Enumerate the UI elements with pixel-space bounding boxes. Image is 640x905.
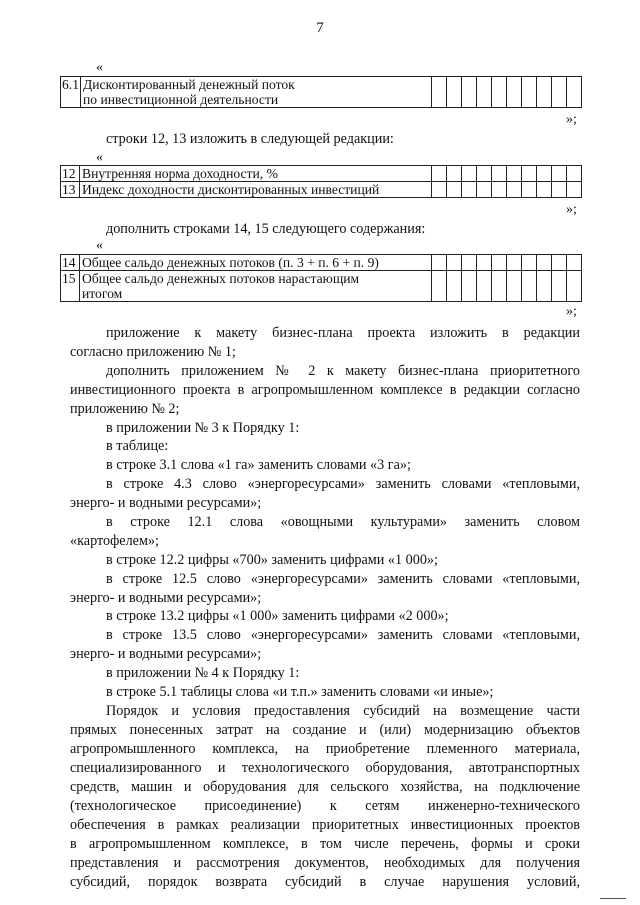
row-text-line-2: по инвестиционной деятельности [81,92,432,108]
close-quote: »; [566,304,577,319]
text-line: энерго- и водными ресурсами»; [70,495,262,511]
table-row [61,182,582,198]
open-quote: « [96,60,103,75]
table-row [61,271,582,302]
page-number: 7 [316,20,324,36]
open-quote: « [96,238,103,253]
text-line: энерго- и водными ресурсами»; [70,646,262,662]
row-number: 14 [61,255,80,271]
open-quote: « [96,150,103,165]
text-line: в приложении № 4 к Порядку 1: [106,665,300,681]
row-number: 12 [61,166,80,182]
text-line: приложению № 2; [70,401,180,417]
text-line: в строке 13.5 слово «энергоресурсами» заменить словами «тепловыми, [106,627,580,643]
row-text-line-2: итогом [82,286,123,301]
row-number: 15 [61,271,80,302]
text-line: в агропромышленном комплексе, в том числе перечень, формы и сроки [70,836,580,852]
text-line: в строке 4.3 слово «энергоресурсами» заменить словами «тепловыми, [106,476,580,492]
text-line: в строке 12.1 слова «овощными культурами» заменить словом [106,514,580,530]
close-quote: »; [566,202,577,217]
close-quote: »; [566,112,577,127]
text-line: в строке 3.1 слова «1 га» заменить словами «3 га»; [106,457,411,473]
table-rows-12-13 [60,165,582,198]
row-text-line-1: Дисконтированный денежный поток [81,77,432,93]
text-line: инвестиционного проекта в агропромышленном комплексе в редакции согласно [70,382,580,398]
instruction-rows-12-13: строки 12, 13 изложить в следующей редакции: [106,131,394,147]
table-row-6-1 [60,76,582,108]
row-text: Внутренняя норма доходности, % [80,166,432,182]
text-line: в строке 5.1 таблицы слова «и т.п.» заменить словами «и иные»; [106,684,494,700]
scan-mark [600,898,626,899]
row-text-line-1: Общее сальдо денежных потоков нарастающим [82,271,360,286]
text-line: субсидий, порядок возврата субсидий в случае нарушения условий, [70,874,580,890]
text-line: в строке 12.2 цифры «700» заменить цифрами «1 000»; [106,552,438,568]
text-line: представления и рассмотрения документов, необходимых для получения [70,855,580,871]
text-line: согласно приложению № 1; [70,344,236,360]
text-line: (технологическое присоединение) к сетям инженерно-технического [70,798,580,814]
text-line: «картофелем»; [70,533,159,549]
text-line: специализированного и технологического оборудования, автотранспортных [70,760,580,776]
text-line: в таблице: [106,438,169,454]
text-line: прямых понесенных затрат на создание и (или) модернизацию объектов [70,722,580,738]
table-row [61,166,582,182]
row-number: 13 [61,182,80,198]
text-line: в строке 13.2 цифры «1 000» заменить цифрами «2 000»; [106,608,449,624]
row-text: Индекс доходности дисконтированных инвестиций [80,182,432,198]
text-line: агропромышленного комплекса, на приобретение племенного материала, [70,741,580,757]
row-text [80,271,432,302]
text-line: Порядок и условия предоставления субсидий на возмещение части [106,703,580,719]
text-line: приложение к макету бизнес-плана проекта изложить в редакции [106,325,580,341]
text-line: дополнить приложением № 2 к макету бизнес-плана приоритетного [106,363,580,379]
text-line: энерго- и водными ресурсами»; [70,590,262,606]
table-rows-14-15 [60,254,582,302]
instruction-add-rows-14-15: дополнить строками 14, 15 следующего содержания: [106,221,426,237]
row-number: 6.1 [61,77,81,108]
text-line: в строке 12.5 слово «энергоресурсами» заменить словами «тепловыми, [106,571,580,587]
table-row [61,255,582,271]
row-text: Общее сальдо денежных потоков (п. 3 + п. 6 + п. 9) [80,255,432,271]
text-line: средств, машин и оборудования для сельского хозяйства, на подключение [70,779,580,795]
text-line: в приложении № 3 к Порядку 1: [106,420,300,436]
text-line: обеспечения в рамках реализации приоритетных инвестиционных проектов [70,817,580,833]
